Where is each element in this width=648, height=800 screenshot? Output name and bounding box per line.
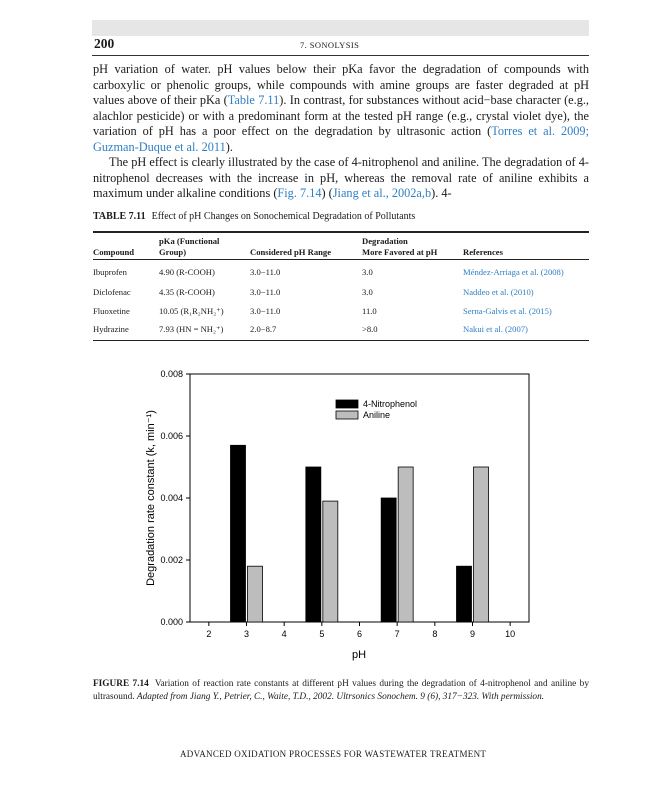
paragraph-2 [93, 155, 589, 202]
cell-favored-diclofenac: 3.0 [362, 287, 373, 297]
x-tick-label-5: 5 [319, 629, 325, 639]
link-jiang-2002[interactable]: Jiang et al., 2002a,b [332, 186, 432, 200]
figure-caption [93, 678, 589, 703]
link-table-7-11[interactable]: Table 7.11 [227, 93, 280, 107]
x-tick-label-8: 8 [432, 629, 438, 639]
y-axis-label: Degradation rate constant (k, min⁻¹) [145, 410, 157, 586]
legend-label-4-nitrophenol: 4-Nitrophenol [363, 399, 418, 409]
y-tick-label-0.000: 0.000 [160, 617, 183, 627]
page-number: 200 [94, 36, 115, 51]
cell-ref-ibuprofen[interactable]: Méndez-Arriaga et al. (2008) [463, 267, 564, 277]
p1-text-2: ). In contrast, for substances without acid−base character (e.g., alachlor pesticide) or with a predominant form at the tested pH range (e.g., crystal violet dye), the variation of pH has a poor effect on the degradation by ultrasonic action ( [93, 93, 590, 138]
y-tick-label-0.006: 0.006 [160, 431, 183, 441]
cell-ref-fluoxetine[interactable]: Serna-Galvis et al. (2015) [463, 306, 552, 316]
cell-range-ibuprofen: 3.0−11.0 [250, 267, 281, 277]
cell-ref-diclofenac[interactable]: Naddeo et al. (2010) [463, 287, 534, 297]
table-rule-top [93, 231, 589, 233]
cell-favored-hydrazine: >8.0 [362, 324, 378, 334]
cell-pka-hydrazine: 7.93 (HN = NH₂⁺) [159, 324, 224, 334]
cell-ref-hydrazine[interactable]: Nakui et al. (2007) [463, 324, 528, 334]
cell-favored-ibuprofen: 3.0 [362, 267, 373, 277]
cell-compound-diclofenac: Diclofenac [93, 287, 131, 297]
running-head: 7. SONOLYSIS [300, 40, 360, 50]
bar-4-nitrophenol-ph-5 [306, 467, 321, 622]
cell-compound-hydrazine: Hydrazine [93, 324, 129, 334]
table-label: TABLE 7.11 [93, 211, 146, 222]
table-caption [93, 211, 415, 222]
page-footer: ADVANCED OXIDATION PROCESSES FOR WASTEWATER TREATMENT [180, 749, 487, 759]
th-references: References [463, 247, 503, 257]
th-pka-line2: Group) [159, 247, 187, 257]
table-rule-mid [93, 259, 589, 260]
x-tick-label-2: 2 [206, 629, 212, 639]
x-axis-label: pH [351, 649, 367, 661]
cell-pka-fluoxetine: 10.05 (R₁R₂NH₂⁺) [159, 306, 224, 316]
cell-pka-diclofenac: 4.35 (R-COOH) [159, 287, 215, 297]
x-tick-label-4: 4 [281, 629, 287, 639]
header-band [92, 20, 589, 36]
paragraph-1 [93, 62, 589, 155]
y-tick-label-0.008: 0.008 [160, 369, 183, 379]
p1-text-3: ). [225, 139, 233, 154]
x-tick-label-7: 7 [394, 629, 400, 639]
legend-swatch-4-nitrophenol [336, 400, 358, 408]
header-rule [92, 55, 589, 56]
table-rule-bottom [93, 340, 589, 341]
body-text [93, 62, 589, 202]
legend [336, 399, 417, 420]
p2-text-2: ) ( [321, 186, 333, 200]
legend-swatch-aniline [336, 411, 358, 419]
p1-text-1: pH variation of water. pH values below their pKa favor the degradation of compounds with carboxylic or phenolic groups, while compounds with amine groups are faster degraded at pH values above of their pKa ( [93, 62, 589, 107]
cell-favored-fluoxetine: 11.0 [362, 306, 377, 316]
cell-range-hydrazine: 2.0−8.7 [250, 324, 277, 334]
x-tick-label-9: 9 [469, 629, 476, 639]
bar-4-nitrophenol-ph-7 [381, 498, 396, 622]
y-tick-label-0.002: 0.002 [160, 555, 183, 565]
bar-chart [138, 360, 548, 665]
bar-aniline-ph-9 [474, 467, 489, 622]
bar-4-nitrophenol-ph-9 [457, 566, 472, 622]
legend-label-aniline: Aniline [363, 410, 391, 420]
cell-compound-ibuprofen: Ibuprofen [93, 267, 127, 277]
p2-text-3: ). 4- [431, 186, 452, 200]
bar-aniline-ph-7 [398, 467, 413, 622]
x-tick-label-3: 3 [243, 629, 250, 639]
figure-label: FIGURE 7.14 [93, 679, 149, 689]
th-pka-line1: pKa (Functional [159, 236, 220, 246]
cell-range-diclofenac: 3.0−11.0 [250, 287, 281, 297]
cell-compound-fluoxetine: Fluoxetine [93, 306, 130, 316]
figure-credit: Adapted from Jiang Y., Petrier, C., Waite, T.D., 2002. Ultrsonics Sonochem. 9 (6), 317−323. With permission. [136, 691, 545, 702]
cell-pka-ibuprofen: 4.90 (R-COOH) [159, 267, 215, 277]
y-tick-label-0.004: 0.004 [160, 493, 183, 503]
x-tick-label-10: 10 [505, 629, 516, 639]
link-torres-guzman[interactable]: Torres et al. 2009; Guzman-Duque et al. 2011 [93, 124, 589, 154]
bar-aniline-ph-5 [323, 501, 338, 622]
x-tick-label-6: 6 [356, 629, 363, 639]
bar-aniline-ph-3 [248, 566, 263, 622]
table-title: Effect of pH Changes on Sonochemical Degradation of Pollutants [151, 211, 416, 222]
th-compound: Compound [93, 247, 135, 257]
th-ph-range: Considered pH Range [250, 247, 332, 257]
link-fig-7-14[interactable]: Fig. 7.14 [277, 186, 322, 200]
th-degradation-line1: Degradation [362, 236, 408, 246]
p2-text-1: The pH effect is clearly illustrated by the case of 4-nitrophenol and aniline. The degradation of 4-nitrophenol decreases with the increase in pH, whereas the removal rate of aniline exhibits a maximum under alkaline conditions ( [93, 155, 589, 200]
cell-range-fluoxetine: 3.0−11.0 [250, 306, 281, 316]
bar-4-nitrophenol-ph-3 [231, 445, 246, 622]
figure-caption-text: Variation of reaction rate constants at different pH values during the degradation of 4-nitrophenol and aniline by ultrasound. [93, 679, 589, 702]
th-degradation-line2: More Favored at pH [362, 247, 438, 257]
